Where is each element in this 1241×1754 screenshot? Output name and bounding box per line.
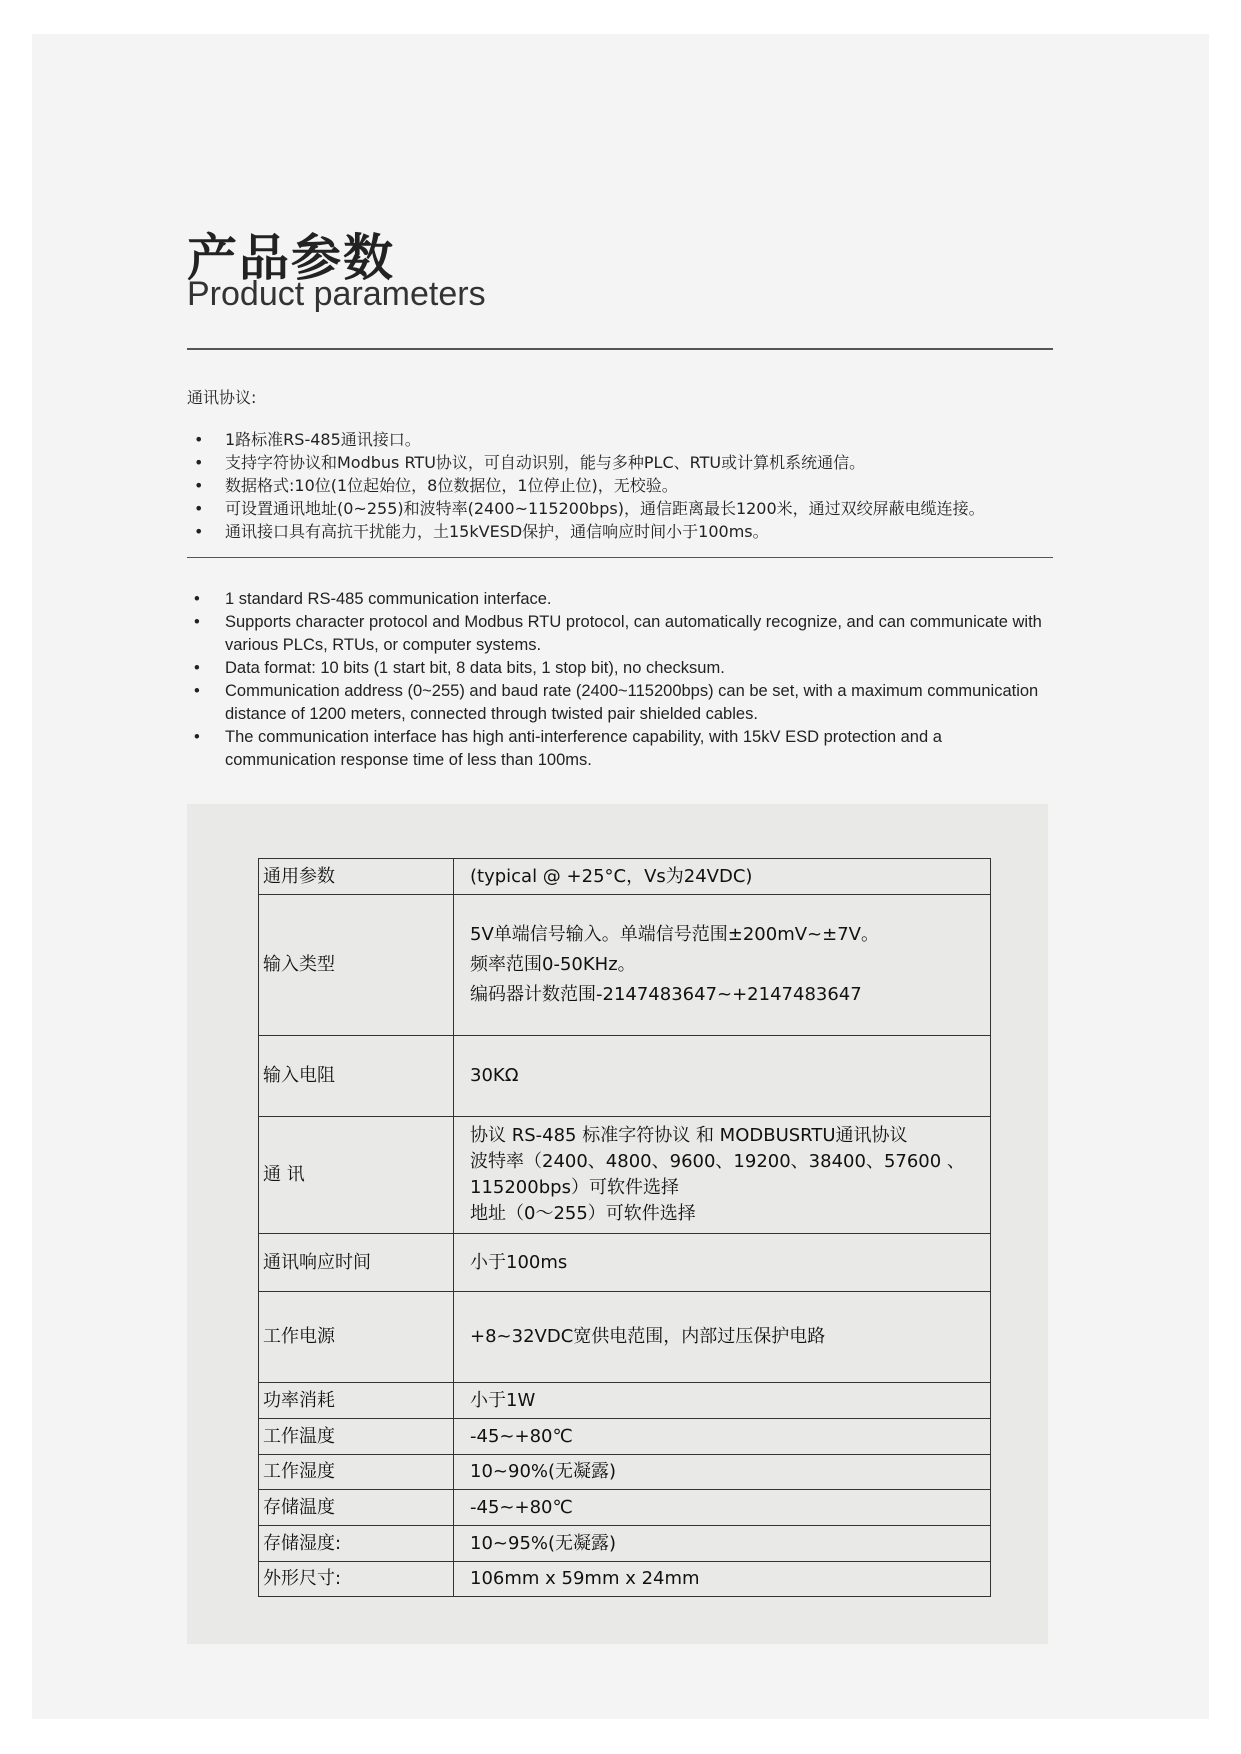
spec-value	[454, 1383, 991, 1419]
bullet-icon: •	[194, 453, 204, 472]
list-item	[187, 611, 1053, 657]
list-item	[187, 474, 1053, 497]
spec-value-line: 10~95%(无凝露)	[470, 1532, 617, 1554]
spec-value-line: 5V单端信号输入。单端信号范围±200mV~±7V。	[470, 924, 879, 945]
bullet-icon: •	[194, 476, 204, 495]
table-row	[259, 1383, 991, 1419]
spec-value-line: 编码器计数范围-2147483647~+2147483647	[470, 984, 862, 1005]
spec-value	[454, 1234, 991, 1292]
bullet-icon: •	[194, 682, 200, 700]
list-item-text: Supports character protocol and Modbus RTU protocol, can automatically recognize, and can communicate with various PLCs, RTUs, or computer systems.	[225, 613, 1042, 654]
spec-key: 功率消耗	[259, 1383, 454, 1419]
spec-value-line: 协议 RS-485 标准字符协议 和 MODBUSRTU通讯协议	[470, 1125, 908, 1146]
bullet-icon: •	[194, 728, 200, 746]
spec-table	[258, 858, 991, 1597]
spec-value-line: (typical @ +25°C，Vs为24VDC)	[470, 865, 753, 887]
list-item	[187, 588, 1053, 611]
list-item	[187, 428, 1053, 451]
spec-key: 存储湿度:	[259, 1526, 454, 1562]
spec-value-line: 10~90%(无凝露)	[470, 1461, 617, 1482]
table-row	[259, 1117, 991, 1234]
spec-key: 工作湿度	[259, 1455, 454, 1490]
spec-value-line: 30KΩ	[470, 1065, 519, 1086]
spec-value	[454, 895, 991, 1036]
table-row	[259, 1562, 991, 1597]
list-item	[187, 497, 1053, 520]
table-row	[259, 1234, 991, 1292]
table-row	[259, 1419, 991, 1455]
spec-key: 通用参数	[259, 859, 454, 895]
spec-key: 通 讯	[259, 1117, 454, 1234]
bullet-icon: •	[194, 613, 200, 631]
list-item	[187, 657, 1053, 680]
list-item-text: 支持字符协议和Modbus RTU协议，可自动识别，能与多种PLC、RTU或计算机系统通信。	[225, 453, 866, 472]
list-item	[187, 451, 1053, 474]
spec-value	[454, 1526, 991, 1562]
spec-value	[454, 859, 991, 895]
spec-value	[454, 1292, 991, 1383]
spec-value	[454, 1562, 991, 1597]
list-item-text: 可设置通讯地址(0~255)和波特率(2400~115200bps)，通信距离最长1200米，通过双绞屏蔽电缆连接。	[225, 499, 985, 518]
spec-value-line: 地址（0～255）可软件选择	[470, 1203, 696, 1224]
spec-value	[454, 1490, 991, 1526]
page-title-cn: 产品参数	[187, 229, 395, 287]
spec-value-line: -45~+80℃	[470, 1425, 573, 1447]
spec-key: 通讯响应时间	[259, 1234, 454, 1292]
list-item-text: 数据格式:10位(1位起始位，8位数据位，1位停止位)，无校验。	[225, 476, 678, 495]
spec-value-line: 106mm x 59mm x 24mm	[470, 1568, 700, 1589]
table-row	[259, 1455, 991, 1490]
spec-key: 输入电阻	[259, 1036, 454, 1117]
spec-value-line: 频率范围0-50KHz。	[470, 954, 636, 975]
spec-value	[454, 1419, 991, 1455]
spec-key: 存储温度	[259, 1490, 454, 1526]
list-item-text: Communication address (0~255) and baud rate (2400~115200bps) can be set, with a maximum communication distance of 1200 meters, connected through twisted pair shielded cables.	[225, 682, 1039, 723]
list-item	[187, 520, 1053, 543]
page-title-en: Product parameters	[187, 275, 486, 313]
spec-value-line: 115200bps）可软件选择	[470, 1177, 679, 1198]
table-row	[259, 1526, 991, 1562]
spec-key: 工作电源	[259, 1292, 454, 1383]
protocol-list-en	[187, 588, 1053, 772]
table-row	[259, 1036, 991, 1117]
list-item	[187, 680, 1053, 726]
table-row	[259, 895, 991, 1036]
spec-value	[454, 1117, 991, 1234]
spec-value-line: 波特率（2400、4800、9600、19200、38400、57600 、	[470, 1151, 965, 1172]
section-label: 通讯协议:	[187, 388, 257, 407]
spec-value-line: +8~32VDC宽供电范围，内部过压保护电路	[470, 1326, 826, 1347]
list-item	[187, 726, 1053, 772]
spec-value-line: 小于100ms	[470, 1251, 568, 1273]
list-item-text: 通讯接口具有高抗干扰能力，土15kVESD保护，通信响应时间小于100ms。	[225, 522, 769, 541]
protocol-list-cn	[187, 428, 1053, 543]
table-row	[259, 1292, 991, 1383]
list-item-text: Data format: 10 bits (1 start bit, 8 data bits, 1 stop bit), no checksum.	[225, 659, 725, 677]
bullet-icon: •	[194, 430, 204, 449]
spec-key: 输入类型	[259, 895, 454, 1036]
list-item-text: The communication interface has high anti-interference capability, with 15kV ESD protection and a communication response time of less than 100ms.	[225, 728, 942, 769]
spec-value	[454, 1455, 991, 1490]
spec-key: 外形尺寸:	[259, 1562, 454, 1597]
bullet-icon: •	[194, 659, 200, 677]
list-item-text: 1路标准RS-485通讯接口。	[225, 430, 421, 449]
table-row	[259, 1490, 991, 1526]
spec-value-line: -45~+80℃	[470, 1496, 573, 1518]
bullet-icon: •	[194, 499, 204, 518]
spec-value	[454, 1036, 991, 1117]
section-divider	[187, 557, 1053, 558]
list-item-text: 1 standard RS-485 communication interface.	[225, 590, 552, 608]
bullet-icon: •	[194, 590, 200, 608]
header-divider	[187, 348, 1053, 350]
table-row	[259, 859, 991, 895]
spec-key: 工作温度	[259, 1419, 454, 1455]
bullet-icon: •	[194, 522, 204, 541]
spec-value-line: 小于1W	[470, 1389, 536, 1411]
